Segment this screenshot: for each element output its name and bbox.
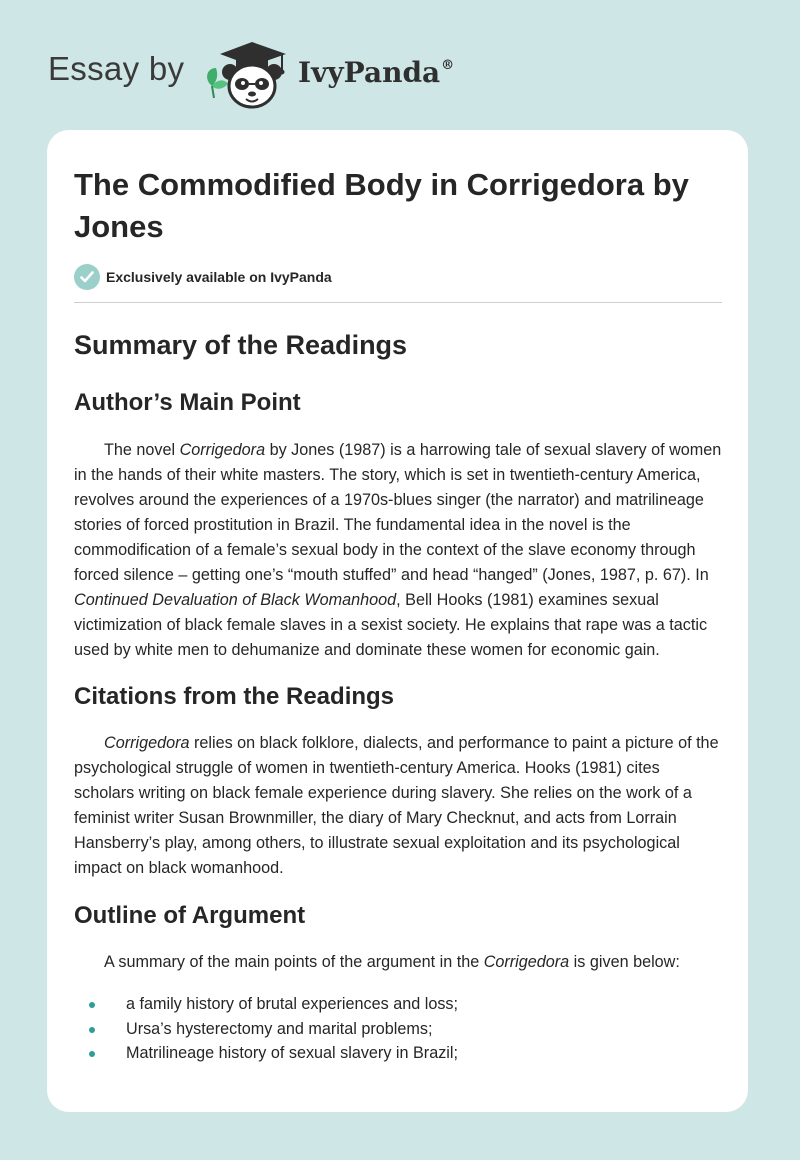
outline-list [74,992,722,1066]
list-item [74,992,722,1017]
list-item-text: a family history of brutal experiences and loss; [126,995,459,1013]
heading-citations: Citations from the Readings [74,683,395,710]
text: A summary of the main points of the argument in the [104,953,484,971]
section-title: Summary of the Readings [74,330,408,360]
italic-title: Continued Devaluation of Black Womanhood [74,591,397,609]
text: , Bell Hooks (1981) examines sexual victimization of black female slaves in a sexist society. He explains that rape was a tactic used by white men to dehumanize and dominate these women for economic gain. [74,591,708,659]
italic-title: Corrigedora [104,734,190,752]
text: relies on black folklore, dialects, and performance to paint a picture of the psychological struggle of women in twentieth-century America. Hooks (1981) cites scholars writing on black female experience during slavery. She relies on the work of a feminist writer Susan Brownmiller, the diary of Mary Checknut, and acts from Lorrain Hansberry’s play, among others, to illustrate sexual exploitation and its psychological impact on black womanhood. [74,734,719,877]
paragraph-outline [74,950,722,975]
italic-title: Corrigedora [179,441,266,459]
exclusive-label: Exclusively available on IvyPanda [106,269,332,285]
article-card [47,130,748,1112]
bullet-dot-icon [89,1051,95,1057]
brand-name[interactable] [298,56,454,89]
list-item-text: Ursa’s hysterectomy and marital problems; [126,1019,433,1038]
panda-graduate-icon[interactable] [202,34,292,110]
list-item [74,1041,722,1066]
page-title: The Commodified Body in Corrigedora by Jones [74,167,689,244]
site-header [48,34,648,110]
check-circle-icon [74,264,100,290]
italic-title: Corrigedora [483,953,570,971]
list-item-text: Matrilineage history of sexual slavery in Brazil; [126,1044,458,1062]
bullet-dot-icon [89,1002,95,1008]
heading-outline: Outline of Argument [74,902,306,929]
exclusive-badge [74,263,722,291]
bullet-dot-icon [89,1027,95,1033]
text: by Jones (1987) is a harrowing tale of sexual slavery of women in the hands of their white masters. The story, which is set in twentieth-century America, revolves around the experiences of a 1970s-blues singer (the narrator) and matrilineage stories of forced prostitution in Brazil. The fundamental idea in the novel is the commodification of a female’s sexual body in the context of the slave economy through forced silence – getting one’s “mouth stuffed” and head “hanged” (Jones, 1987, p. 67). In [74,441,722,584]
brand-text: IvyPanda [298,56,441,89]
essay-by-label: Essay by [48,50,185,87]
text: is given below: [569,953,680,971]
paragraph-citations [74,731,722,881]
heading-main-point: Author’s Main Point [74,389,301,416]
list-item [74,1017,722,1042]
text: The novel [104,441,180,459]
divider [74,302,722,303]
paragraph-main-point [74,438,722,663]
registered-mark: ® [441,58,455,73]
